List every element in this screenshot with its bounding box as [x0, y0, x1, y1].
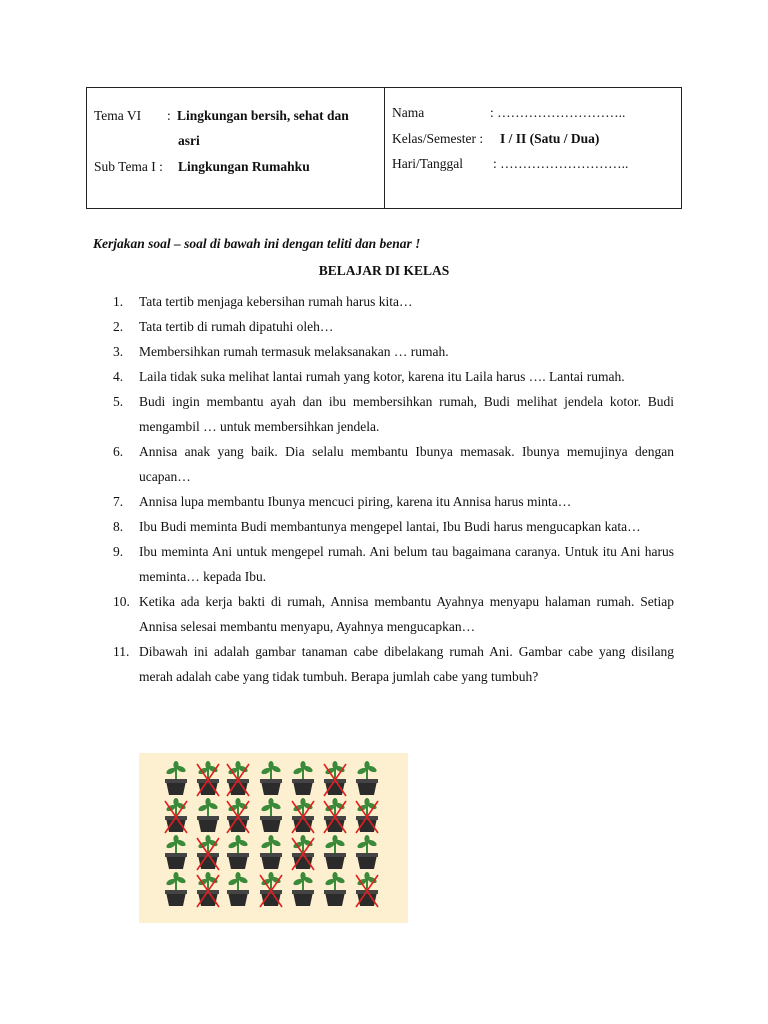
question-number: 7. [113, 494, 124, 509]
dead-chili-plant [356, 798, 378, 833]
chili-plant [260, 761, 282, 795]
question-number: 3. [113, 344, 124, 359]
dead-chili-plant [292, 798, 314, 833]
question-item [92, 364, 674, 389]
dead-chili-plant [356, 872, 378, 907]
hari-value: : ……………………….. [493, 156, 629, 171]
question-item [92, 539, 674, 589]
question-number: 11. [113, 644, 130, 659]
header-student-cell [385, 88, 681, 208]
question-text: Annisa anak yang baik. Dia selalu membantu Ibunya memasak. Ibunya memujinya dengan ucapan… [139, 444, 674, 484]
chili-plant [356, 761, 378, 795]
header-box [86, 87, 682, 209]
question-text: Tata tertib di rumah dipatuhi oleh… [139, 319, 334, 334]
dead-chili-plant [292, 835, 314, 870]
dead-chili-plant [197, 761, 219, 796]
question-number: 9. [113, 544, 124, 559]
chili-plant [227, 835, 249, 869]
question-number: 10. [113, 594, 130, 609]
dead-chili-plant [324, 761, 346, 796]
question-text: Annisa lupa membantu Ibunya mencuci piring, karena itu Annisa harus minta… [139, 494, 572, 509]
question-item [92, 439, 674, 489]
question-item [92, 314, 674, 339]
chili-plant [260, 835, 282, 869]
question-item [92, 639, 674, 689]
section-title: BELAJAR DI KELAS [318, 263, 450, 278]
question-text: Budi ingin membantu ayah dan ibu membersihkan rumah, Budi melihat jendela kotor. Budi mengambil … untuk membersihkan jendela. [139, 394, 674, 434]
nama-value: : ……………………….. [490, 105, 626, 120]
question-text: Ketika ada kerja bakti di rumah, Annisa membantu Ayahnya menyapu halaman rumah. Setiap Annisa selesai membantu menyapu, Ayahnya mengucapkan… [139, 594, 674, 634]
question-item [92, 489, 674, 514]
question-item [92, 389, 674, 439]
subtema-value: Lingkungan Rumahku [178, 159, 310, 174]
chili-plant [165, 872, 187, 906]
chili-plant [197, 798, 219, 832]
question-number: 8. [113, 519, 124, 534]
chili-plant-illustration [139, 753, 408, 923]
dead-chili-plant [165, 798, 187, 833]
instruction-text: Kerjakan soal – soal di bawah ini dengan teliti dan benar ! [93, 236, 421, 251]
dead-chili-plant [324, 798, 346, 833]
question-text: Laila tidak suka melihat lantai rumah yang kotor, karena itu Laila harus …. Lantai rumah. [139, 369, 625, 384]
question-number: 4. [113, 369, 124, 384]
question-item [92, 289, 674, 314]
question-text: Dibawah ini adalah gambar tanaman cabe dibelakang rumah Ani. Gambar cabe yang disilang merah adalah cabe yang tidak tumbuh. Berapa jumlah cabe yang tumbuh? [139, 644, 674, 684]
chili-plant [165, 761, 187, 795]
plant-grid-image [139, 753, 408, 923]
tema-value-line1: Lingkungan bersih, sehat dan [177, 108, 349, 123]
tema-value-line2: asri [178, 133, 200, 148]
hari-label: Hari/Tanggal [392, 156, 464, 171]
question-number: 1. [113, 294, 124, 309]
dead-chili-plant [227, 798, 249, 833]
question-number: 5. [113, 394, 124, 409]
question-text: Ibu Budi meminta Budi membantunya mengepel lantai, Ibu Budi harus mengucapkan kata… [139, 519, 641, 534]
question-number: 6. [113, 444, 124, 459]
nama-label: Nama [392, 105, 425, 120]
question-text: Membersihkan rumah termasuk melaksanakan … rumah. [139, 344, 449, 359]
chili-plant [324, 872, 346, 906]
tema-separator: : [167, 108, 171, 123]
question-item [92, 589, 674, 639]
question-text: Ibu meminta Ani untuk mengepel rumah. Ani belum tau bagaimana caranya. Untuk itu Ani harus meminta… kepada Ibu. [139, 544, 674, 584]
chili-plant [292, 872, 314, 906]
header-theme-cell [87, 88, 385, 208]
chili-plant [260, 798, 282, 832]
kelas-label: Kelas/Semester : [392, 131, 484, 146]
dead-chili-plant [227, 761, 249, 796]
dead-chili-plant [197, 835, 219, 870]
chili-plant [356, 835, 378, 869]
dead-chili-plant [197, 872, 219, 907]
subtema-label: Sub Tema I : [94, 159, 163, 174]
chili-plant [324, 835, 346, 869]
question-item [92, 339, 674, 364]
dead-chili-plant [260, 872, 282, 907]
chili-plant [227, 872, 249, 906]
chili-plant [165, 835, 187, 869]
question-text: Tata tertib menjaga kebersihan rumah harus kita… [139, 294, 413, 309]
kelas-value: I / II (Satu / Dua) [500, 131, 600, 146]
question-number: 2. [113, 319, 124, 334]
question-list [92, 289, 674, 689]
question-item [92, 514, 674, 539]
tema-label: Tema VI [94, 108, 142, 123]
chili-plant [292, 761, 314, 795]
